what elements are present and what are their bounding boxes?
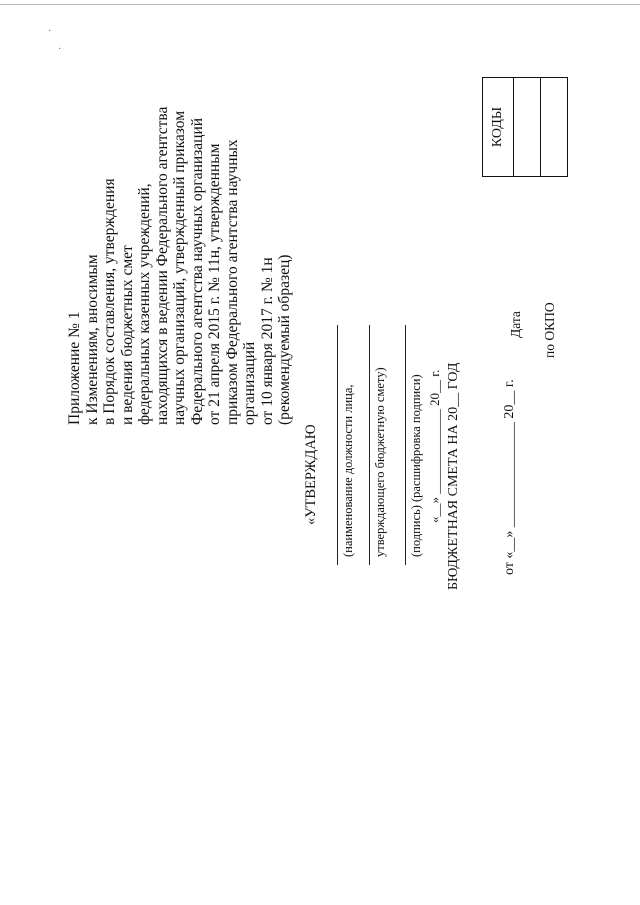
codes-cell-date [514, 78, 541, 177]
signature-line [369, 325, 370, 565]
appendix-line: находящихся в ведении Федерального агентства [153, 106, 171, 425]
document-date: от «__» _______________ 20__ г. [502, 379, 517, 575]
codes-header: КОДЫ [483, 78, 514, 177]
okpo-label: по ОКПО [542, 302, 557, 358]
appendix-line: Приложение № 1 [66, 311, 83, 425]
appendix-line: в Порядок составления, утверждения [101, 178, 118, 425]
scan-speck: · [58, 44, 62, 55]
signature-line [337, 325, 338, 565]
appendix-line: научных организаций, утвержденный приказом [171, 110, 188, 425]
approval-date: «__» _____________ 20__ г. [427, 369, 442, 523]
codes-table [482, 77, 568, 177]
signature-line [405, 325, 406, 565]
approver-caption: утверждающего бюджетную смету) [373, 367, 387, 557]
document-title: БЮДЖЕТНАЯ СМЕТА НА 20__ ГОД [446, 362, 461, 590]
appendix-line: от 21 апреля 2015 г. № 11н, утвержденным [206, 143, 223, 425]
appendix-line: Федерального агентства научных организаций [188, 117, 206, 425]
appendix-block [66, 5, 294, 425]
date-label: Дата [508, 311, 523, 338]
approval-title: «УТВЕРЖДАЮ [303, 424, 319, 525]
appendix-line: от 10 января 2017 г. № 1н [258, 257, 276, 425]
appendix-line: приказом Федерального агентства научных [223, 139, 241, 425]
signature-caption: (подпись) (расшифровка подписи) [409, 374, 423, 557]
codes-cell-okpo [541, 78, 568, 177]
appendix-line: к Изменениям, вносимым [83, 254, 101, 425]
appendix-line: организаций [241, 341, 258, 425]
position-caption: (наименование должности лица, [341, 384, 355, 557]
appendix-line: (рекомендуемый образец) [276, 254, 293, 425]
scan-speck: · [48, 26, 52, 37]
appendix-line: и ведения бюджетных смет [118, 245, 136, 425]
appendix-line: федеральных казенных учреждений, [136, 183, 153, 425]
